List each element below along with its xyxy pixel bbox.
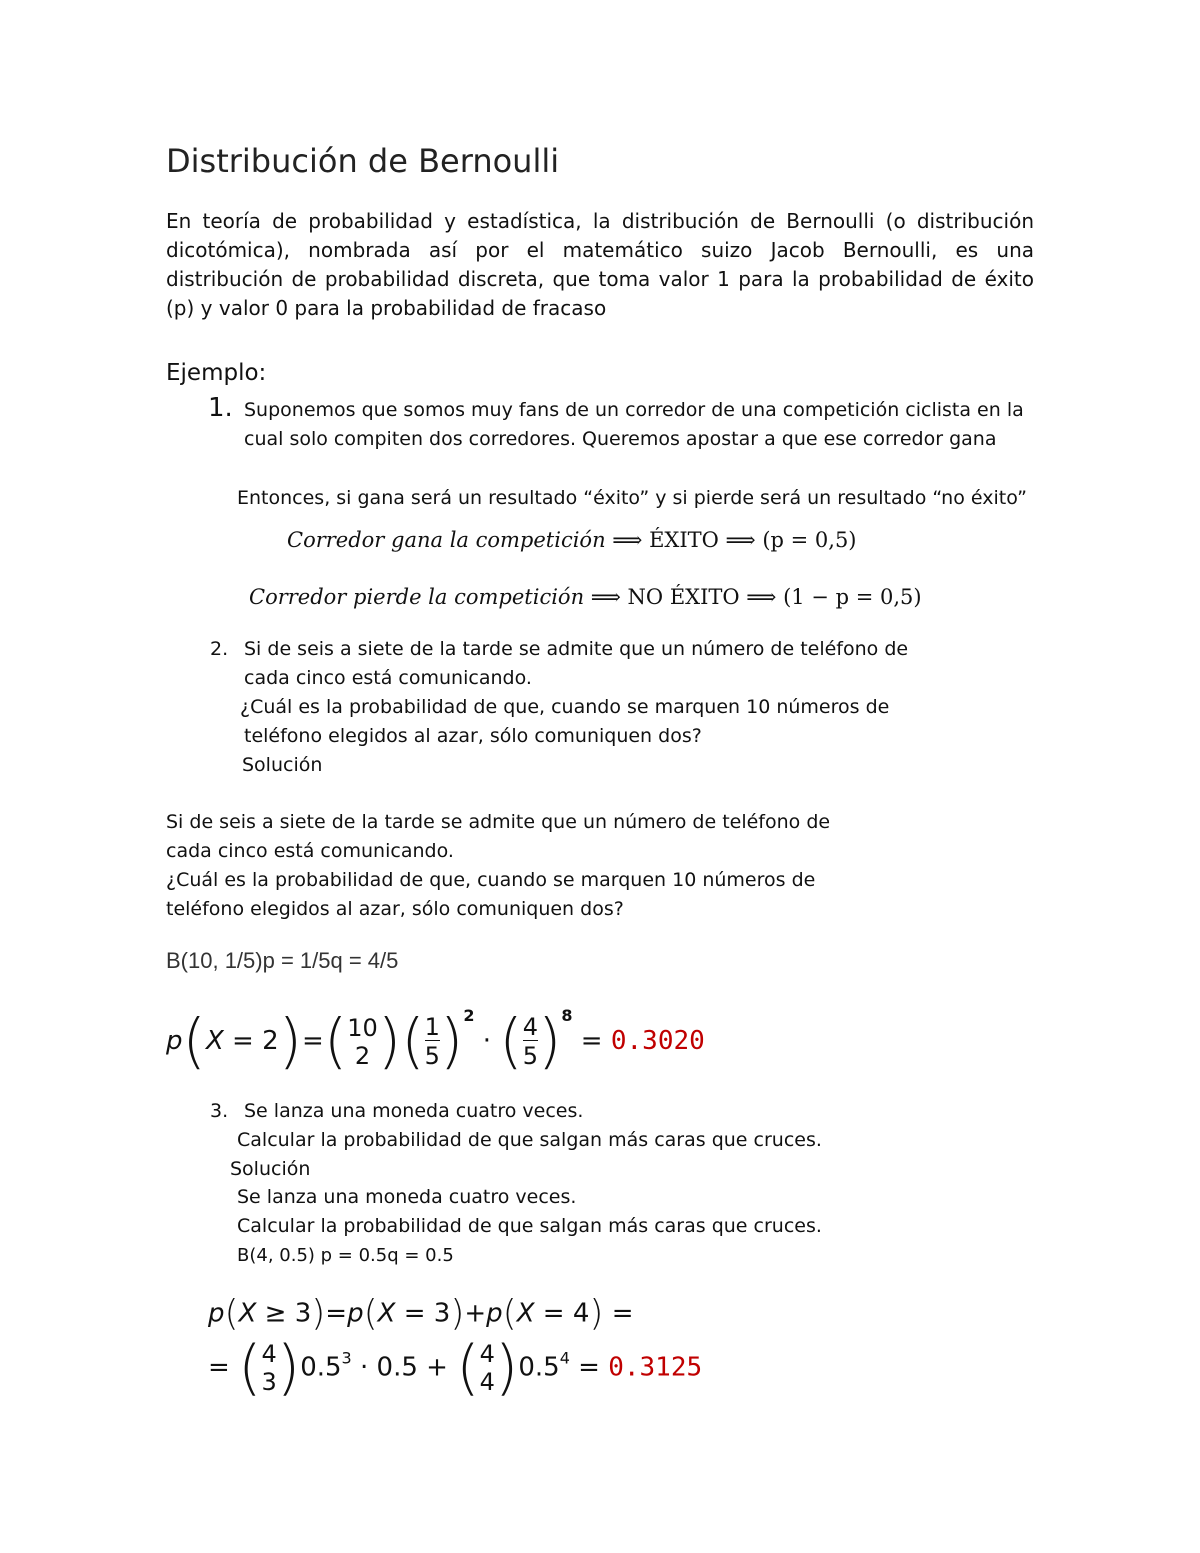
formula-lose-label: Corredor pierde la competición xyxy=(249,585,585,609)
formula-win-label: Corredor gana la competición xyxy=(287,528,606,552)
formula-win xyxy=(287,528,857,552)
binomial-parameters-3: B(4, 0.5) p = 0.5q = 0.5 xyxy=(237,1245,454,1266)
example-1-line-3: Entonces, si gana será un resultado “éxito” y si pierde será un resultado “no éxito” xyxy=(237,487,1028,509)
formula-sum-3: p(X ≥ 3)=p(X = 3)+p(X = 4) = xyxy=(208,1293,634,1334)
example-heading: Ejemplo: xyxy=(166,360,267,386)
result-2: 0.3020 xyxy=(610,1026,705,1056)
example-2-line-1: Si de seis a siete de la tarde se admite que un número de teléfono de xyxy=(244,638,909,660)
example-3-line-5: Calcular la probabilidad de que salgan más caras que cruces. xyxy=(237,1215,822,1237)
example-3-number: 3. xyxy=(210,1100,229,1122)
example-1-line-1: Suponemos que somos muy fans de un corredor de una competición ciclista en la xyxy=(244,399,1024,421)
example-3-line-1: Se lanza una moneda cuatro veces. xyxy=(244,1100,584,1122)
example-3-solution-label: Solución xyxy=(230,1158,311,1180)
solution-2-line-3: ¿Cuál es la probabilidad de que, cuando se marquen 10 números de xyxy=(166,869,816,891)
example-2-line-2: cada cinco está comunicando. xyxy=(244,667,532,689)
example-3-line-4: Se lanza una moneda cuatro veces. xyxy=(237,1186,577,1208)
formula-binomial-3: = (4 $3)0.5^3 \cdot 0.5 + (4$ $4)0.5^4 = 0.3125$ xyxy=(208,1333,703,1403)
formula-lose xyxy=(249,585,922,609)
solution-2-line-2: cada cinco está comunicando. xyxy=(166,840,454,862)
example-2-line-4: teléfono elegidos al azar, sólo comuniquen dos? xyxy=(244,725,702,747)
formula-lose-result: ⟹ NO ÉXITO ⟹ (1 − p = 0,5) xyxy=(584,585,922,609)
example-2-line-3: ¿Cuál es la probabilidad de que, cuando se marquen 10 números de xyxy=(240,696,890,718)
solution-2-line-1: Si de seis a siete de la tarde se admite que un número de teléfono de xyxy=(166,811,831,833)
example-2-solution-label: Solución xyxy=(242,754,323,776)
example-2-number: 2. xyxy=(210,638,229,660)
intro-paragraph: En teoría de probabilidad y estadística, la distribución de Bernoulli (o distribución dicotómica), nombrada así por el matemático suizo Jacob Bernoulli, es una distribución de probabilidad discreta, que toma valor 1 para la probabilidad de éxito (p) y valor 0 para la probabilidad de fracaso xyxy=(166,209,1034,320)
example-1-number: 1. xyxy=(208,393,233,423)
page-title: Distribución de Bernoulli xyxy=(166,142,560,180)
formula-win-result: ⟹ ÉXITO ⟹ (p = 0,5) xyxy=(605,528,857,552)
result-3: 0.3125 xyxy=(608,1352,703,1383)
example-3-line-2: Calcular la probabilidad de que salgan más caras que cruces. xyxy=(237,1129,822,1151)
binomial-parameters-2: B(10, 1/5)p = 1/5q = 4/5 xyxy=(166,948,399,973)
example-1-line-2: cual solo compiten dos corredores. Queremos apostar a que ese corredor gana xyxy=(244,428,997,450)
solution-2-line-4: teléfono elegidos al azar, sólo comuniquen dos? xyxy=(166,898,624,920)
formula-binomial-2: p(X = 2)=(10 2 )$(\frac{1}{5})^2 \cdot (\frac{4}{5})^8 = 0.3020$ xyxy=(166,1006,705,1077)
